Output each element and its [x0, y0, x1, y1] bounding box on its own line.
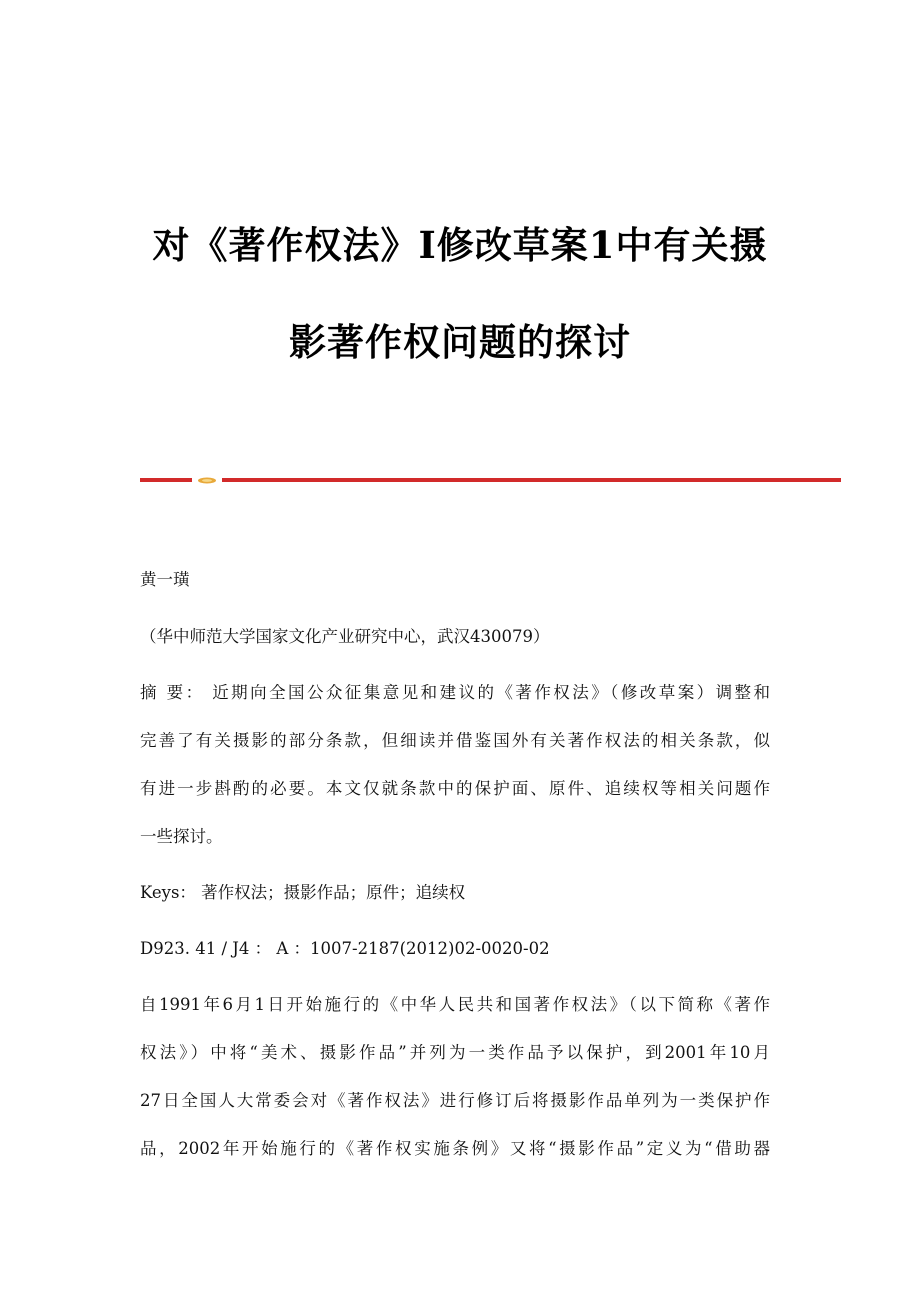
keywords: Keys： 著作权法；摄影作品；原件；追续权 — [140, 883, 466, 902]
abstract-line: 完善了有关摄影的部分条款，但细读并借鉴国外有关著作权法的相关条款，似 — [140, 731, 770, 750]
divider-right — [222, 478, 841, 482]
divider-left — [140, 478, 192, 482]
divider-ornament-icon — [197, 476, 217, 485]
classification-code: D923. 41 / J4 ： A ：1007-2187(2012)02-0020-02 — [140, 939, 550, 958]
page-title-line-2: 影著作权问题的探讨 — [289, 320, 631, 364]
author: 黄一璜 — [140, 570, 190, 589]
abstract-line: 有进一步斟酌的必要。本文仅就条款中的保护面、原件、追续权等相关问题作 — [140, 779, 770, 798]
page-title-line-1: 对《著作权法》I修改草案1中有关摄 — [152, 223, 768, 267]
abstract-line: 一些探讨。 — [140, 827, 223, 846]
abstract-line: 摘 要： 近期向全国公众征集意见和建议的《著作权法》（修改草案）调整和 — [140, 683, 770, 702]
body-line: 品，2002年开始施行的《著作权实施条例》又将“摄影作品”定义为“借助器 — [140, 1139, 770, 1158]
body-line: 27日全国人大常委会对《著作权法》进行修订后将摄影作品单列为一类保护作 — [140, 1091, 770, 1110]
body-line: 自1991年6月1日开始施行的《中华人民共和国著作权法》（以下简称《著作 — [140, 995, 770, 1014]
body-line: 权法》）中将“美术、摄影作品”并列为一类作品予以保护，到2001年10月 — [140, 1043, 770, 1062]
affiliation: （华中师范大学国家文化产业研究中心，武汉430079） — [140, 627, 550, 646]
